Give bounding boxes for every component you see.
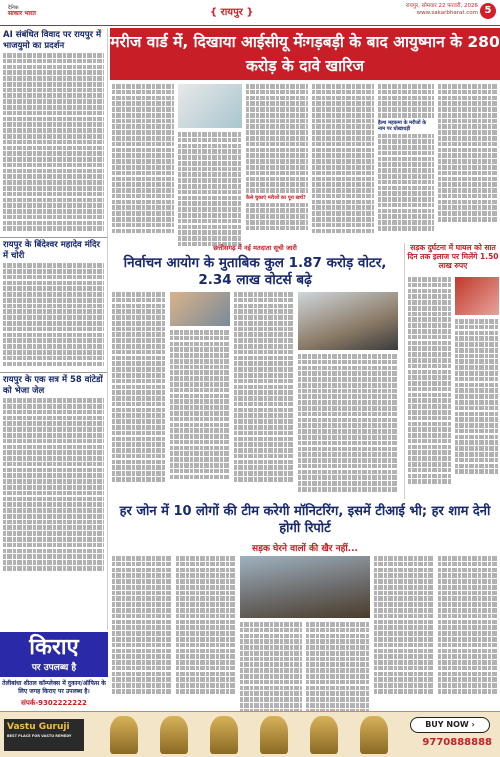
election-kicker: छत्तीसगढ़ में नई मतदाता सूची जारी [213, 244, 297, 252]
story3 [0, 372, 107, 572]
subhead-2: हैल्थ महकमा के मरीजों के नाम पर धोखाधड़ी [378, 119, 427, 132]
main-headline: मरीज वार्ड में, दिखाया आईसीयू मेंःगड़बड़ी के बाद आयुष्मान के 280 करोड़ के दावे खारिज [110, 28, 500, 80]
statue-icon [260, 716, 288, 754]
statue-icon [210, 716, 238, 754]
section-title: { रायपुर } [210, 7, 254, 18]
top-col-1 [112, 84, 174, 234]
rent-ad-title: किराए [29, 635, 79, 660]
vastu-tagline: BEST PLACE FOR VASTU REMEDY [7, 734, 72, 738]
bottom-headline: हर जोन में 10 लोगों की टीम करेगी मॉनिटरिंग, इसमें टीआई भी; हर शाम देनी होगी रिपोर्ट [119, 504, 491, 536]
vastu-brand: Vastu Guruji [7, 722, 70, 732]
top-col-5 [378, 84, 434, 232]
story1-body [0, 52, 107, 233]
buy-now-button[interactable]: BUY NOW › [410, 717, 490, 733]
statue-icon [310, 716, 338, 754]
story1-headline: AI संबंधित विवाद पर रायपुर में भाजयुमो का प्रदर्शन [3, 30, 102, 51]
statue-icon [110, 716, 138, 754]
election-body [112, 292, 402, 498]
medical-card-photo [178, 84, 242, 128]
story2-headline: रायपुर के बिंदेश्वर महादेव मंदिर में चोरी [3, 240, 100, 261]
traffic-photo [240, 556, 370, 618]
vastu-phone[interactable]: 9770888888 [422, 737, 492, 748]
masthead [0, 0, 500, 26]
publication-name [8, 5, 36, 17]
voter-photo [170, 292, 230, 326]
rent-ad-subtitle: पर उपलब्ध है [31, 663, 77, 673]
subhead-3: सड़क दुर्घटना में घायल को सात दिन तक इलाज पर मिलेंगे 1.50 लाख रुपए [407, 243, 499, 270]
top-col-6 [438, 84, 498, 223]
bottom-story-body [112, 556, 498, 708]
vastu-logo [4, 719, 84, 751]
dateline [406, 3, 478, 17]
rent-ad-phone[interactable]: संपर्क-9302222222 [21, 699, 87, 707]
statue-icon [360, 716, 388, 754]
accident-photo [455, 277, 499, 315]
top-story-columns [112, 84, 498, 248]
story3-headline: रायपुर के एक सत्र में 58 वांटेडों को भेजा जेल [3, 375, 103, 396]
bottom-subhead: सड़क घेरने वालों की खैर नहीं... [252, 544, 358, 554]
site-url[interactable]: www.sakarbharat.com [416, 10, 478, 16]
top-col-2 [178, 132, 242, 248]
top-col-3 [246, 84, 308, 232]
statue-icon [160, 716, 188, 754]
top-col-4 [312, 84, 374, 234]
street-photo [298, 292, 398, 350]
date-text: रायपुर, सोमवार 22 फरवरी, 2026 [405, 3, 478, 9]
left-column [0, 28, 108, 630]
story2 [0, 237, 107, 368]
election-headline: निर्वाचन आयोग के मुताबिक कुल 1.87 करोड़ वोटर, 2.34 लाख वोटर्स बढ़े [123, 255, 387, 288]
subhead-1: कैसे चुकाएं मरीजों का पूरा खर्च? [246, 194, 306, 201]
right-side-story [404, 243, 500, 499]
pub-line1: दैनिक [8, 5, 19, 11]
pub-line2: साकार भारत [8, 10, 36, 17]
vastu-ad[interactable] [0, 711, 500, 757]
page-number: 5 [480, 3, 496, 19]
rent-ad-body: तेलीबांधा शीतल कॉम्प्लेक्स में दुकान/ऑफिस के लिए जगह किराए पर उपलब्ध है। [2, 680, 106, 695]
rent-ad-banner [0, 632, 108, 677]
